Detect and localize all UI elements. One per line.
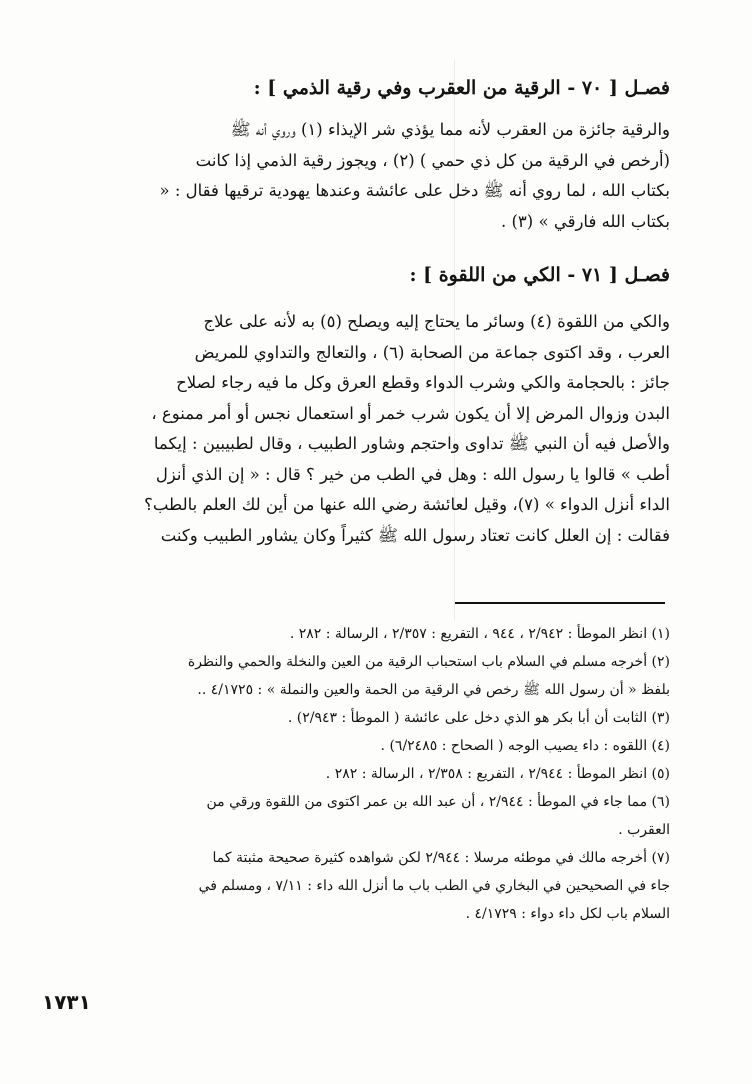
section-heading-71: فصـل [ ٧١ - الكي من اللقوة ] : <box>409 264 670 286</box>
footnote-line: بلفظ « أن رسول الله ﷺ رخص في الرقية من الحمة والعين والنملة » : ٤/١٧٢٥ .. <box>197 682 670 698</box>
footnote-line: (٦) مما جاء في الموطأ : ٢/٩٤٤ ، أن عبد الله بن عمر اكتوى من اللقوة ورقي من <box>206 794 670 810</box>
footnotes <box>74 620 670 928</box>
paragraph-line: (أرخص في الرقية من كل ذي حمي ) (٢) ، ويجوز رقية الذمي إذا كانت <box>195 150 670 170</box>
footnote-line: (٣) الثابت أن أبا بكر هو الذي دخل على عائشة ( الموطأ : ٢/٩٤٣) . <box>287 710 670 726</box>
footnote-line: العقرب . <box>618 822 670 838</box>
paragraph-cautery <box>74 307 670 551</box>
footnote-line: (٧) أخرجه مالك في موطئه مرسلا : ٢/٩٤٤ لكن شواهده كثيرة صحيحة مثبتة كما <box>212 850 670 866</box>
paragraph-line: العرب ، وقد اكتوى جماعة من الصحابة (٦) ، والتعالج والتداوي للمريض <box>194 342 670 362</box>
footnote-separator <box>455 602 665 604</box>
paragraph-line: والرقية جائزة من العقرب لأنه مما يؤذي شر الإيذاء (١) وروي أنه ﷺ <box>230 120 670 139</box>
footnote-line: السلام باب لكل داء دواء : ٤/١٧٢٩ . <box>465 906 670 922</box>
paragraph-line: أطب » قالوا يا رسول الله : وهل في الطب من خير ؟ قال : « إن الذي أنزل <box>155 464 670 484</box>
paragraph-line: والكي من اللقوة (٤) وسائر ما يحتاج إليه ويصلح (٥) به لأنه على علاج <box>203 312 670 331</box>
section-heading-70: فصـل [ ٧٠ - الرقية من العقرب وفي رقية الذمي ] : <box>253 77 670 99</box>
paragraph-ruqya <box>74 115 670 237</box>
footnote-line: جاء في الصحيحين في البخاري في الطب باب ما أنزل الله داء : ٧/١١ ، ومسلم في <box>198 878 670 894</box>
page-number: ١٧٣١ <box>42 990 91 1014</box>
paragraph-line: جائز : بالحجامة والكي وشرب الدواء وقطع العرق وكل ما فيه رجاء لصلاح <box>176 373 670 392</box>
footnote-line: (١) انظر الموطأ : ٢/٩٤٢ ، ٩٤٤ ، التفريع : ٢/٣٥٧ ، الرسالة : ٢٨٢ . <box>289 626 670 642</box>
footnote-line: (٥) انظر الموطأ : ٢/٩٤٤ ، التفريع : ٢/٣٥٨ ، الرسالة : ٢٨٢ . <box>325 766 670 782</box>
paragraph-line: الداء أنزل الدواء » (٧)، وقيل لعائشة رضي الله عنها من أين لك العلم بالطب؟ <box>144 495 670 514</box>
paragraph-line: فقالت : إن العلل كانت تعتاد رسول الله ﷺ كثيراً وكان يشاور الطبيب وكنت <box>160 525 670 545</box>
footnote-line: (٢) أخرجه مسلم في السلام باب استحباب الرقية من العين والنخلة والحمي والنظرة <box>187 654 670 670</box>
paragraph-line: بكتاب الله فارقي » (٣) . <box>500 211 670 231</box>
paragraph-line: البدن وزوال المرض إلا أن يكون شرب خمر أو استعمال نجس أو أمر ممنوع ، <box>151 403 670 423</box>
paragraph-line: والأصل فيه أن النبي ﷺ تداوى واحتجم وشاور الطبيب ، وقال لطبيبين : إيكما <box>153 434 670 453</box>
paragraph-line: بكتاب الله ، لما روي أنه ﷺ دخل على عائشة وعندها يهودية ترقيها فقال : « <box>159 181 670 200</box>
footnote-line: (٤) اللقوه : داء يصيب الوجه ( الصحاح : ٦/٢٤٨٥) . <box>380 738 670 754</box>
